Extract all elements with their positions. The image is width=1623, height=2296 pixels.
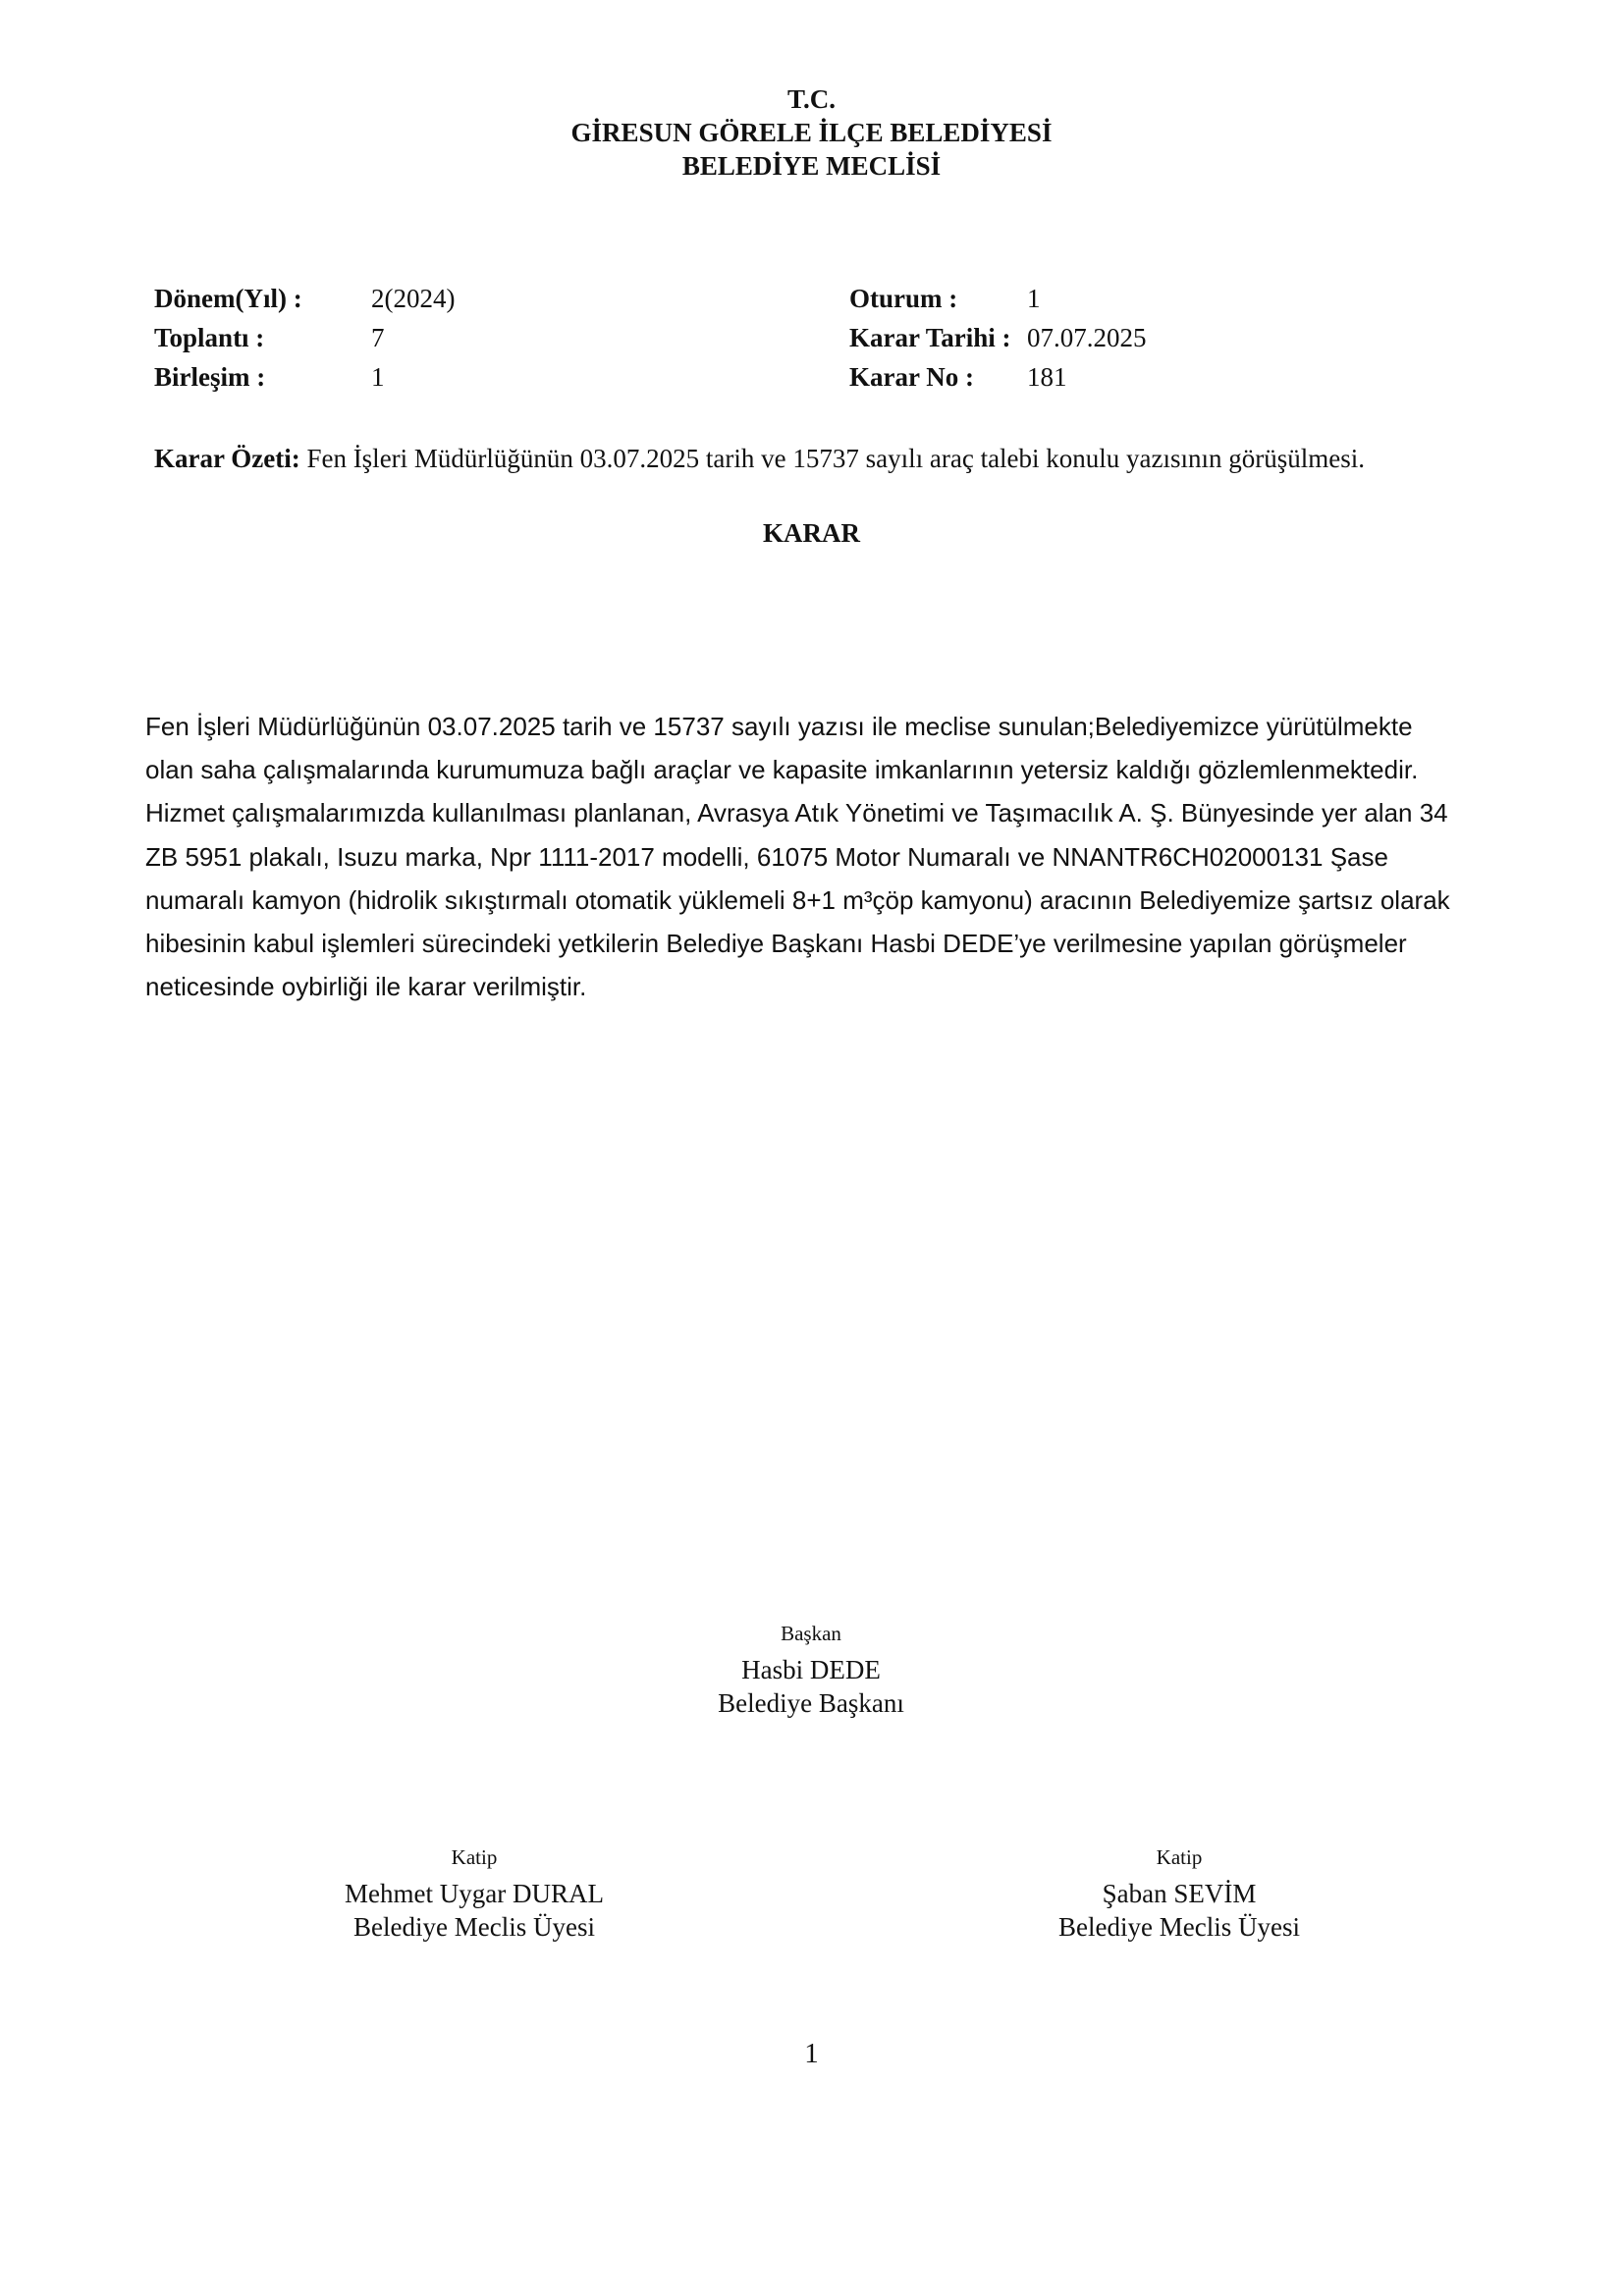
oturum-value: 1 <box>1027 284 1041 313</box>
karar-tarihi-value: 07.07.2025 <box>1027 323 1147 352</box>
summary-label: Karar Özeti: <box>154 444 300 473</box>
decision-meta <box>154 279 1431 406</box>
birlesim-value: 1 <box>371 362 385 392</box>
signature-baskan <box>615 1620 1007 1720</box>
baskan-role: Başkan <box>781 1622 841 1645</box>
karar-no-value: 181 <box>1027 362 1067 392</box>
donem-label: Dönem(Yıl) : <box>154 284 302 313</box>
katip-left-role: Katip <box>451 1845 498 1869</box>
katip-left-title: Belediye Meclis Üyesi <box>353 1912 595 1942</box>
header-municipality: GİRESUN GÖRELE İLÇE BELEDİYESİ <box>570 118 1053 147</box>
meta-row-3 <box>154 357 1431 397</box>
katip-right-name: Şaban SEVİM <box>1102 1879 1257 1908</box>
signature-katip-left <box>278 1843 671 1944</box>
toplanti-value: 7 <box>371 323 385 352</box>
baskan-name: Hasbi DEDE <box>741 1655 881 1684</box>
karar-no-label: Karar No : <box>849 362 974 392</box>
body-line: olan saha çalışmalarında kurumumuza bağlı araçlar ve kapasite imkanlarının yetersiz kaldığı gözlemlenmektedir. <box>145 755 1419 785</box>
katip-right-title: Belediye Meclis Üyesi <box>1058 1912 1300 1942</box>
document-header <box>0 82 1623 183</box>
decision-summary <box>154 441 1509 476</box>
meta-row-1 <box>154 279 1431 318</box>
header-council: BELEDİYE MECLİSİ <box>681 151 942 181</box>
body-line: numaralı kamyon (hidrolik sıkıştırmalı otomatik yüklemeli 8+1 m³çöp kamyonu) aracının Belediyemize şartsız olarak <box>145 884 1450 915</box>
body-line: Fen İşleri Müdürlüğünün 03.07.2025 tarih ve 15737 sayılı yazısı ile meclise sunulan;Belediyemizce yürütülmekte <box>145 712 1413 741</box>
oturum-label: Oturum : <box>849 284 958 313</box>
page-number: 1 <box>804 2038 819 2069</box>
summary-text: Fen İşleri Müdürlüğünün 03.07.2025 tarih ve 15737 sayılı araç talebi konulu yazısının görüşülmesi. <box>306 444 1366 473</box>
signature-katip-right <box>983 1843 1376 1944</box>
katip-left-name: Mehmet Uygar DURAL <box>345 1879 604 1908</box>
decision-body <box>145 705 1500 1008</box>
meta-row-2 <box>154 318 1431 357</box>
baskan-title: Belediye Başkanı <box>718 1688 904 1718</box>
header-tc: T.C. <box>786 84 836 114</box>
body-line: Hizmet çalışmalarımızda kullanılması planlanan, Avrasya Atık Yönetimi ve Taşımacılık A. Ş. Bünyesinde yer alan 34 <box>145 798 1448 828</box>
katip-right-role: Katip <box>1156 1845 1203 1869</box>
birlesim-label: Birleşim : <box>154 362 266 392</box>
body-line: ZB 5951 plakalı, Isuzu marka, Npr 1111-2017 modelli, 61075 Motor Numaralı ve NNANTR6CH02000131 Şase <box>145 841 1388 872</box>
karar-tarihi-label: Karar Tarihi : <box>849 323 1011 352</box>
donem-value: 2(2024) <box>371 284 456 313</box>
body-line: neticesinde oybirliği ile karar verilmiştir. <box>145 972 587 1002</box>
body-line: hibesinin kabul işlemleri sürecindeki yetkilerin Belediye Başkanı Hasbi DEDE’ye verilmesine yapılan görüşmeler <box>145 929 1407 959</box>
toplanti-label: Toplantı : <box>154 323 265 352</box>
decision-title: KARAR <box>763 518 860 548</box>
